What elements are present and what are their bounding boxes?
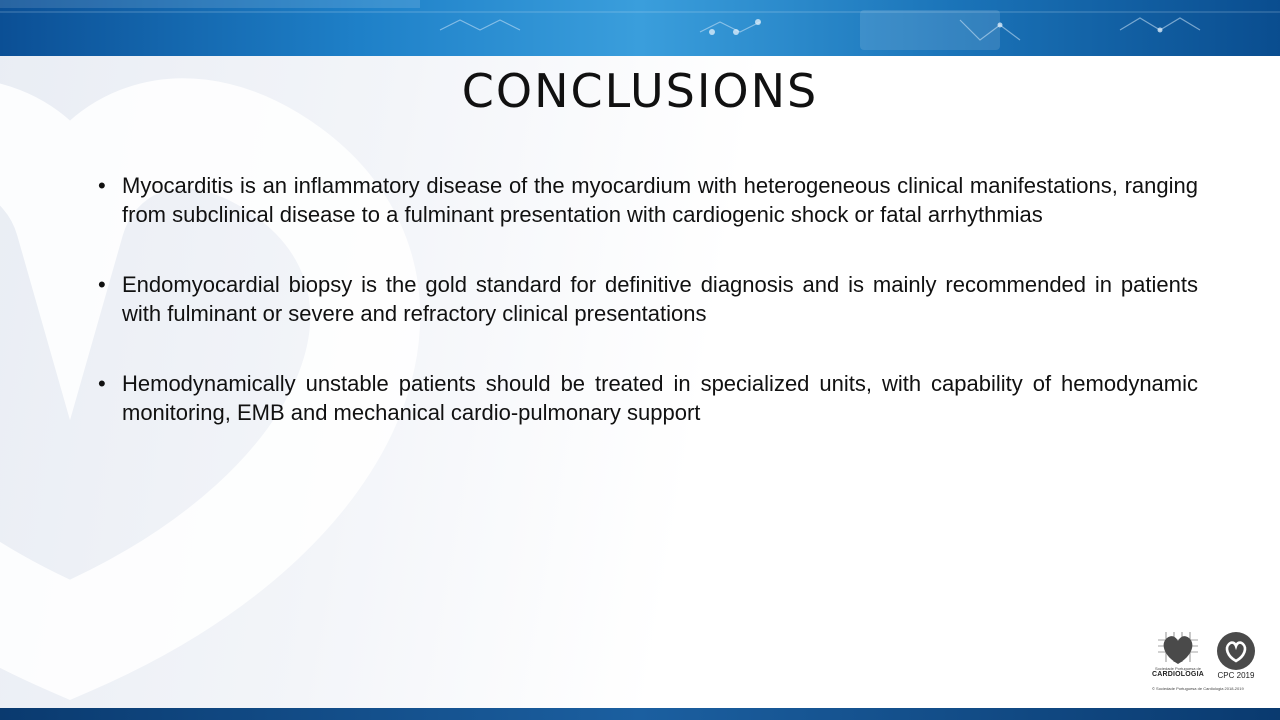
footer-band xyxy=(0,708,1280,720)
cpc-logo xyxy=(1214,632,1258,680)
cpc-heart-icon xyxy=(1217,632,1255,670)
spc-copyright: © Sociedade Portuguesa de Cardiologia 2018-2019 xyxy=(1152,686,1244,691)
spc-logo xyxy=(1150,632,1206,678)
bullet-item-1 xyxy=(96,172,1198,229)
bullet-text: Myocarditis is an inflammatory disease of the myocardium with heterogeneous clinical manifestations, ranging from subclinical disease to a fulminant presentation with cardiogenic shock or fatal arrhythmias xyxy=(122,173,1198,227)
bullet-dot: • xyxy=(98,173,106,198)
conclusions-list xyxy=(96,172,1198,469)
footer-logos xyxy=(1150,632,1262,696)
spc-society-text: Sociedade Portuguesa de xyxy=(1154,666,1202,671)
bullet-text: Endomyocardial biopsy is the gold standard for definitive diagnosis and is mainly recommended in patients with fulminant or severe and refractory clinical presentations xyxy=(122,272,1198,326)
header-band xyxy=(0,0,1280,56)
slide-title: CONCLUSIONS xyxy=(461,64,819,118)
cpc-label: CPC 2019 xyxy=(1217,671,1255,680)
bullet-item-2 xyxy=(96,271,1198,328)
spc-heart-icon xyxy=(1158,632,1198,666)
spc-name: CARDIOLOGIA xyxy=(1152,671,1204,678)
bullet-text: Hemodynamically unstable patients should be treated in specialized units, with capability of hemodynamic monitoring, EMB and mechanical cardio-pulmonary support xyxy=(122,371,1198,425)
bullet-item-3 xyxy=(96,370,1198,427)
bullet-dot: • xyxy=(98,272,106,297)
bullet-dot: • xyxy=(98,371,106,396)
molecule-pattern-icon xyxy=(0,0,1280,56)
